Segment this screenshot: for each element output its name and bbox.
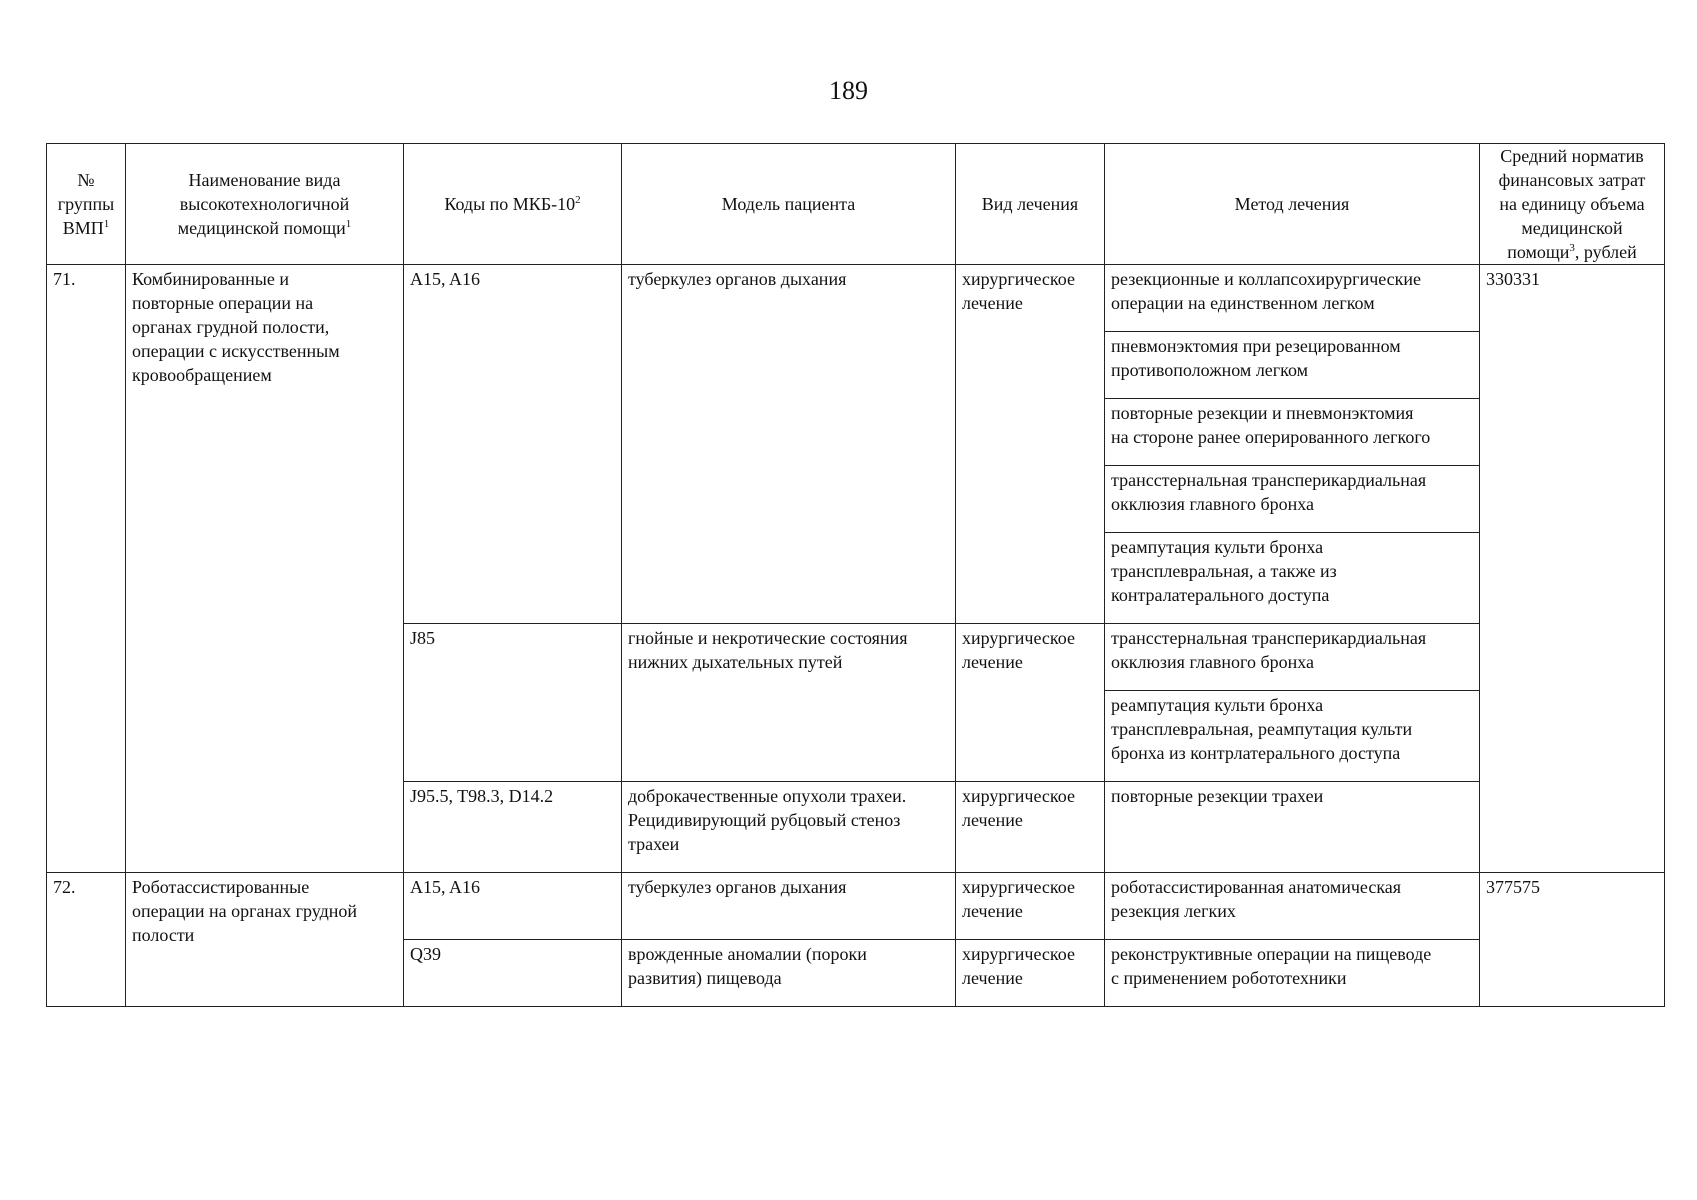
group-number-cell: 72. xyxy=(47,873,126,1007)
table-row xyxy=(47,265,1665,332)
codes-cell: J85 xyxy=(404,624,622,782)
page-number: 189 xyxy=(829,76,868,105)
codes-cell: A15, A16 xyxy=(404,873,622,940)
codes-cell: J95.5, T98.3, D14.2 xyxy=(404,782,622,873)
group-name-cell: Роботассистированные операции на органах грудной полости xyxy=(126,873,404,1007)
model-cell: туберкулез органов дыхания xyxy=(622,265,956,624)
treatment-cell: хирургическое лечение xyxy=(956,782,1105,873)
method-cell: трансстернальная трансперикардиальная окклюзия главного бронха xyxy=(1105,624,1480,691)
method-cell: реконструктивные операции на пищеводе с применением робототехники xyxy=(1105,940,1480,1007)
header-group-no: № группы ВМП$^1$ xyxy=(47,144,126,265)
codes-cell: A15, A16 xyxy=(404,265,622,624)
vmp-table xyxy=(46,143,1665,1007)
header-model: Модель пациента xyxy=(622,144,956,265)
model-cell: врожденные аномалии (пороки развития) пищевода xyxy=(622,940,956,1007)
table-header-row xyxy=(47,144,1665,265)
method-cell: пневмонэктомия при резецированном противоположном легком xyxy=(1105,332,1480,399)
cost-cell: 377575 xyxy=(1480,873,1665,1007)
treatment-cell: хирургическое лечение xyxy=(956,265,1105,624)
treatment-cell: хирургическое лечение xyxy=(956,940,1105,1007)
header-cost: Средний норматив финансовых затрат на единицу объема медицинской помощи$^3$, рублей xyxy=(1480,144,1665,265)
treatment-cell: хирургическое лечение xyxy=(956,873,1105,940)
header-treatment-type: Вид лечения xyxy=(956,144,1105,265)
method-cell: повторные резекции и пневмонэктомия на стороне ранее оперированного легкого xyxy=(1105,399,1480,466)
cost-cell: 330331 xyxy=(1480,265,1665,873)
method-cell: резекционные и коллапсохирургические операции на единственном легком xyxy=(1105,265,1480,332)
method-cell: трансстернальная трансперикардиальная окклюзия главного бронха xyxy=(1105,466,1480,533)
model-cell: туберкулез органов дыхания xyxy=(622,873,956,940)
method-cell: повторные резекции трахеи xyxy=(1105,782,1480,873)
method-cell: реампутация культи бронха трансплевральная, а также из контралатерального доступа xyxy=(1105,533,1480,624)
header-name: Наименование вида высокотехнологичной медицинской помощи$^1$ xyxy=(126,144,404,265)
treatment-cell: хирургическое лечение xyxy=(956,624,1105,782)
method-cell: роботассистированная анатомическая резекция легких xyxy=(1105,873,1480,940)
method-cell: реампутация культи бронха трансплевральная, реампутация культи бронха из контрлатерального доступа xyxy=(1105,691,1480,782)
header-codes: Коды по МКБ-$10^2$ xyxy=(404,144,622,265)
group-name-cell: Комбинированные и повторные операции на органах грудной полости, операции с искусственным кровообращением xyxy=(126,265,404,873)
group-number-cell: 71. xyxy=(47,265,126,873)
model-cell: гнойные и некротические состояния нижних дыхательных путей xyxy=(622,624,956,782)
model-cell: доброкачественные опухоли трахеи. Рецидивирующий рубцовый стеноз трахеи xyxy=(622,782,956,873)
codes-cell: Q39 xyxy=(404,940,622,1007)
header-method: Метод лечения xyxy=(1105,144,1480,265)
table-row xyxy=(47,873,1665,940)
